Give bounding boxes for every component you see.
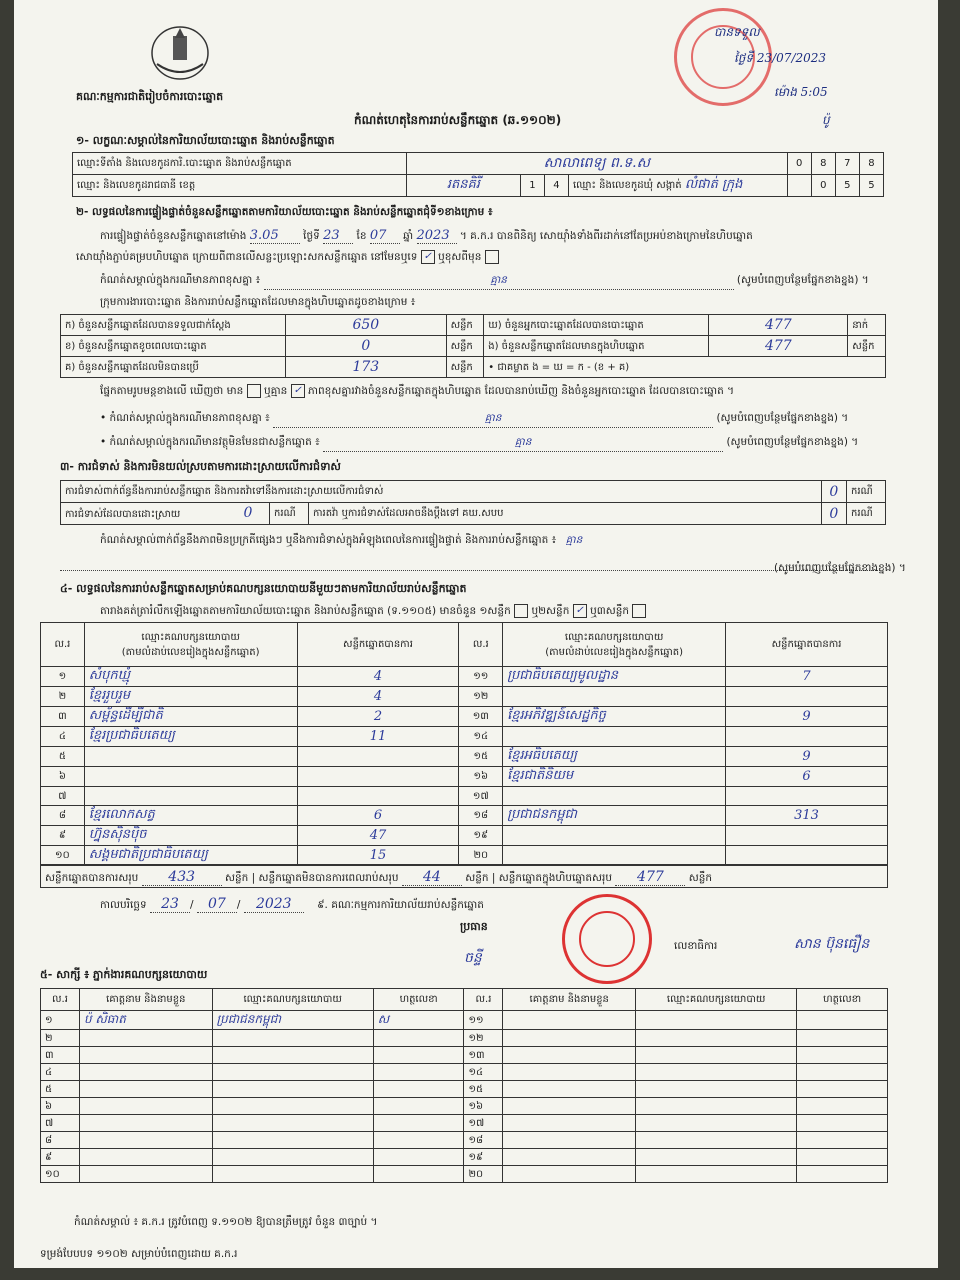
witness-name	[79, 1047, 212, 1064]
table-row	[41, 1098, 888, 1115]
left-no: ២	[41, 687, 85, 707]
witness-no-right: ១២	[464, 1030, 503, 1047]
location-table	[72, 152, 884, 197]
totals-row: សន្លឹកឆ្នោតបានការសរុប 433 សន្លឹក | សន្លឹកឆ្នោតមិនបានការពេលរាប់សរុប 44 សន្លឹក | សន្លឹកឆ្នោតក្នុងហិបឆ្នោតសរុប 477 សន្លឹក	[40, 864, 888, 888]
sheet2-checkbox[interactable]: ✓	[573, 604, 587, 618]
right-votes: 9	[726, 747, 888, 767]
witness-sign	[373, 1132, 464, 1149]
witness-sign-right	[797, 1047, 888, 1064]
witness-sign	[373, 1030, 464, 1047]
right-no: ១៥	[459, 747, 503, 767]
table-row	[41, 687, 888, 707]
witness-party	[212, 1047, 373, 1064]
day-value: 23	[323, 228, 353, 244]
left-party: សម្ព័ន្ធដើម្បីជាតិ	[84, 707, 297, 727]
table-row	[41, 806, 888, 826]
witness-no-right: ១៧	[464, 1115, 503, 1132]
witness-party	[212, 1030, 373, 1047]
section1-title: ១- លក្ខណៈសម្គាល់នៃការិយាល័យបោះឆ្នោត និងរាប់សន្លឹកឆ្នោត	[76, 134, 335, 147]
objection-dotted-line	[60, 558, 880, 571]
table-row	[41, 1149, 888, 1166]
commission-line: គណៈកម្មការជាតិរៀបចំការបោះឆ្នោត	[76, 90, 224, 103]
witness-no: ៨	[41, 1132, 80, 1149]
left-no: ៩	[41, 826, 85, 846]
stamp-received: បានទទួល	[714, 25, 760, 39]
changed-checkbox[interactable]	[485, 250, 499, 264]
stamp-initial: ប៉ូ	[822, 113, 830, 127]
witness-no-right: ១១	[464, 1011, 503, 1030]
ballots-in-box: 477	[709, 336, 848, 357]
witness-party	[212, 1149, 373, 1166]
emblem-icon	[149, 24, 211, 82]
witness-sign-right	[797, 1115, 888, 1132]
month-label: ខែ	[356, 230, 367, 242]
right-party: ខ្មែរអធិបតេយ្យ	[503, 747, 726, 767]
president-label: ប្រធាន	[460, 920, 488, 933]
table-row	[41, 1115, 888, 1132]
right-votes: 6	[726, 767, 888, 787]
location-code-2: 8	[811, 153, 835, 175]
witness-party-right	[636, 1081, 797, 1098]
objection-note-value: គ្មាន	[565, 534, 583, 546]
witness-party: ប្រជាជនកម្ពុជា	[212, 1011, 373, 1030]
president-name: ចន្ទី	[464, 950, 482, 966]
table-row	[41, 787, 888, 806]
left-votes: 4	[297, 687, 459, 707]
witness-party-right	[636, 1030, 797, 1047]
left-no: ៧	[41, 787, 85, 806]
left-votes: 2	[297, 707, 459, 727]
note-line-1: កំណត់សម្គាល់ក្នុងករណីមានភាពខុសគ្នា ៖ គ្មាន (សូមបំពេញបន្ថែមផ្នែកខាងខ្នង) ។	[100, 274, 900, 290]
left-votes	[297, 767, 459, 787]
table-row	[41, 707, 888, 727]
witness-no: ៣	[41, 1047, 80, 1064]
province-label: ឈ្មោះ និងលេខកូដរាជធានី ខេត្ត	[73, 175, 407, 197]
stamp-date: ថ្ងៃទី 23/07/2023	[734, 51, 827, 65]
count-table: ក) ចំនួនសន្លឹកឆ្នោតដែលបានទទួលជាក់ស្តែង 650 សន្លឹក ឃ) ចំនួនអ្នកបោះឆ្នោតដែលបានបោះឆ្នោត 477 នាក់ ខ) ចំនួនសន្លឹកឆ្នោតខូចពេលបោះឆ្នោត 0 សន្លឹក ង) ចំនួនសន្លឹកឆ្នោតដែលមានក្នុងហិបឆ្នោត 477 សន្លឹក គ) ចំនួនសន្លឹកឆ្នោតដែលមិនបានប្រើ 173 សន្លឹក • ជាគម្លាត ង = ឃ = ក - (ខ + គ)	[60, 314, 886, 378]
witness-name-right	[503, 1132, 636, 1149]
witness-sign	[373, 1064, 464, 1081]
province-code-1: 1	[520, 175, 544, 197]
note-line-2: • កំណត់សម្គាល់ក្នុងករណីមានភាពខុសគ្នា ៖ គ្មាន (សូមបំពេញបន្ថែមផ្នែកខាងខ្នង) ។	[100, 412, 900, 428]
results-intro: ក្រុមការងារបោះឆ្នោត និងការរាប់សន្លឹកឆ្នោតដែលមានក្នុងហិបឆ្នោតដូចខាងក្រោម ៖	[100, 296, 416, 308]
objections-count: 0	[821, 481, 846, 503]
witness-no-right: ១៤	[464, 1064, 503, 1081]
witness-sign-right	[797, 1064, 888, 1081]
right-votes	[726, 727, 888, 747]
witness-name-right	[503, 1098, 636, 1115]
left-no: ៨	[41, 806, 85, 826]
right-party: ខ្មែរជាតិនិយម	[503, 767, 726, 787]
witness-name-right	[503, 1149, 636, 1166]
commune-label: ឈ្មោះ និងលេខកូដឃុំ សង្កាត់	[573, 180, 682, 191]
location-code-4: 8	[859, 153, 883, 175]
stamp-time: ម៉ោង 5:05	[774, 85, 828, 99]
witness-no: ១	[41, 1011, 80, 1030]
table-row	[41, 1047, 888, 1064]
footer-note: កំណត់សម្គាល់ ៖ គ.ក.រ ត្រូវបំពេញ ទ.១១០២ ឱ្យបានត្រឹមត្រូវ ចំនួន ៣ច្បាប់ ។	[74, 1216, 378, 1228]
after-text: ។ គ.ក.រ បានពិនិត្យ សោយ៉ាំងទាំងពីរដាក់នៅតែប្រអប់ខាងក្រោមនៃហិបឆ្នោត	[459, 230, 753, 242]
table-row	[41, 767, 888, 787]
witness-party	[212, 1064, 373, 1081]
witness-name: ប៉ សិធាត	[79, 1011, 212, 1030]
location-code-1: 0	[787, 153, 811, 175]
no-diff-checkbox[interactable]: ✓	[291, 384, 305, 398]
sheet3-checkbox[interactable]	[632, 604, 646, 618]
witness-name-right	[503, 1064, 636, 1081]
witness-party-right	[636, 1047, 797, 1064]
left-votes: 11	[297, 727, 459, 747]
table-row	[41, 727, 888, 747]
table-row	[41, 1166, 888, 1183]
left-no: ១០	[41, 846, 85, 866]
left-no: ៣	[41, 707, 85, 727]
right-no: ២០	[459, 846, 503, 866]
left-votes: 6	[297, 806, 459, 826]
time-value: 3.05	[250, 228, 300, 244]
left-party: សំបុកឃ្មុំ	[84, 667, 297, 687]
witness-sign-right	[797, 1149, 888, 1166]
witness-no-right: ១៥	[464, 1081, 503, 1098]
note-value-1: គ្មាន	[264, 274, 734, 290]
witness-no: ៩	[41, 1149, 80, 1166]
left-party	[84, 747, 297, 767]
left-votes	[297, 747, 459, 767]
table-row	[41, 846, 888, 866]
witness-no: ៥	[41, 1081, 80, 1098]
left-votes: 4	[297, 667, 459, 687]
table-row	[41, 747, 888, 767]
right-party	[503, 787, 726, 806]
witness-sign	[373, 1081, 464, 1098]
left-no: ៥	[41, 747, 85, 767]
province-code-2: 4	[544, 175, 568, 197]
witness-no: ១០	[41, 1166, 80, 1183]
left-party: សង្គមជាតិប្រជាធិបតេយ្យ	[84, 846, 297, 866]
witness-sign	[373, 1047, 464, 1064]
right-votes	[726, 846, 888, 866]
party-results-table: ល.រ ឈ្មោះគណបក្សនយោបាយ (តាមលំដាប់លេខរៀងក្នុងសន្លឹកឆ្នោត) សន្លឹកឆ្នោតបានការ ល.រ ឈ្មោះគណបក្សនយោបាយ (តាមលំដាប់លេខរៀងក្នុងសន្លឹកឆ្នោត) សន្លឹកឆ្នោតបានការ ១ សំបុកឃ្មុំ 4 ១១ ប្រជាធិបតេយ្យមូលដ្ឋាន 7 ២ ខ្មែររួបរួម 4 ១២ ៣ សម្ព័ន្ធដើម្បីជាតិ 2 ១៣ ខ្មែរអភិវឌ្ឍន៍សេដ្ឋកិច្ច 9 ៤ ខ្មែរប្រជាធិបតេយ្យ 11 ១៤ ៥ ១៥ ខ្មែរអធិបតេយ្យ 9 ៦ ១៦ ខ្មែរជាតិនិយម 6 ៧ ១៧ ៨ ខ្មែរលោកសត្វ 6 ១៨ ប្រជាជនកម្ពុជា 313 ៩ ហ្វ៊ុនស៊ិនប៉ិច 47 ១៩ ១០ សង្គមជាតិប្រជាធិបតេយ្យ 15 ២០	[40, 622, 888, 866]
location-label: ឈ្មោះទីតាំង និងលេខកូដការិ.បោះឆ្នោត និងរាប់សន្លឹកឆ្នោត	[73, 153, 407, 175]
witness-no-right: ១៣	[464, 1047, 503, 1064]
table-row	[41, 667, 888, 687]
witness-name	[79, 1166, 212, 1183]
date-line: កាលបរិច្ឆេទ 23 / 07 / 2023 ៩. គណៈកម្មការការិយាល័យរាប់សន្លឹកឆ្នោត	[100, 896, 484, 912]
witness-party-right	[636, 1149, 797, 1166]
witness-party	[212, 1115, 373, 1132]
witness-name-right	[503, 1030, 636, 1047]
objection-fill-hint: (សូមបំពេញបន្ថែមផ្នែកខាងខ្នង) ។	[774, 562, 906, 574]
left-votes: 15	[297, 846, 459, 866]
day-label: ថ្ងៃទី	[303, 230, 320, 242]
sheet1-checkbox[interactable]	[514, 604, 528, 618]
right-party: ប្រជាធិបតេយ្យមូលដ្ឋាន	[503, 667, 726, 687]
section4-title: ៤- លទ្ធផលនៃការរាប់សន្លឹកឆ្នោតសម្រាប់គណបក្សនយោបាយនីមួយៗតាមការិយាល័យរាប់សន្លឹកឆ្នោត	[60, 582, 467, 595]
right-no: ១៦	[459, 767, 503, 787]
witness-name	[79, 1132, 212, 1149]
right-no: ១១	[459, 667, 503, 687]
unused-ballots: 173	[286, 357, 446, 378]
sign-month: 07	[197, 896, 237, 913]
box-total: 477	[615, 869, 685, 886]
right-no: ១៤	[459, 727, 503, 747]
witness-party-right	[636, 1098, 797, 1115]
witness-no: ៧	[41, 1115, 80, 1132]
appeals-count: 0	[821, 503, 846, 525]
witness-sign	[373, 1115, 464, 1132]
objection-table: ការជំទាស់ពាក់ព័ន្ធនឹងការរាប់សន្លឹកឆ្នោត និងការតវ៉ាទៅនឹងការដោះស្រាយលើការជំទាស់ 0 ករណី ការជំទាស់ដែលបានដោះស្រាយ 0 ករណី ការតវ៉ា ឬការជំទាស់ដែលអាចនឹងប្តឹងទៅ គឃ.សបប 0 ករណី	[60, 480, 886, 525]
left-no: ៤	[41, 727, 85, 747]
witness-party	[212, 1098, 373, 1115]
year-value: 2023	[417, 228, 457, 244]
right-votes: 7	[726, 667, 888, 687]
official-stamp	[562, 894, 652, 984]
witness-sign-right	[797, 1030, 888, 1047]
right-party: ប្រជាជនកម្ពុជា	[503, 806, 726, 826]
time-text: ការផ្ទៀងផ្ទាត់ចំនួនសន្លឹកឆ្នោតនៅម៉ោង	[100, 230, 247, 242]
note-value-2: គ្មាន	[273, 412, 713, 428]
witness-party-right	[636, 1115, 797, 1132]
section2-title: ២- លទ្ធផលនៃការផ្ទៀងផ្ទាត់ចំនួនសន្លឹកឆ្នោតតាមការិយាល័យបោះឆ្នោត និងរាប់សន្លឹកឆ្នោតជុំទី១ខាងក្រោម ៖	[76, 206, 493, 218]
left-no: ៦	[41, 767, 85, 787]
yes-checkbox[interactable]: ✓	[421, 250, 435, 264]
right-votes	[726, 687, 888, 707]
seal-line: សោយ៉ាំងភ្ជាប់គម្របហិបឆ្នោត ក្រោយពីពានលើសន្លះប្រឡោះសកសន្លឹកឆ្នោត នៅមែនឬទេ ✓ ឬខុសពីមុន	[76, 250, 499, 266]
witness-sign-right	[797, 1132, 888, 1149]
spoiled-ballots: 0	[286, 336, 446, 357]
left-party: ខ្មែរប្រជាធិបតេយ្យ	[84, 727, 297, 747]
sign-year: 2023	[244, 896, 304, 913]
table-row	[41, 1064, 888, 1081]
right-no: ១២	[459, 687, 503, 707]
witness-name	[79, 1149, 212, 1166]
left-no: ១	[41, 667, 85, 687]
secretary-name: សាន ប៊ុនធឿន	[794, 936, 870, 952]
right-party	[503, 826, 726, 846]
witness-sign	[373, 1098, 464, 1115]
left-party: ខ្មែរលោកសត្វ	[84, 806, 297, 826]
witness-sign	[373, 1166, 464, 1183]
has-diff-checkbox[interactable]	[247, 384, 261, 398]
witness-name	[79, 1115, 212, 1132]
right-party	[503, 687, 726, 707]
witness-name	[79, 1098, 212, 1115]
right-no: ១៨	[459, 806, 503, 826]
witness-party-right	[636, 1132, 797, 1149]
witness-party	[212, 1132, 373, 1149]
left-votes	[297, 787, 459, 806]
left-party: ហ្វ៊ុនស៊ិនប៉ិច	[84, 826, 297, 846]
invalid-total: 44	[402, 869, 462, 886]
witness-no-right: ២០	[464, 1166, 503, 1183]
right-votes	[726, 787, 888, 806]
witness-name-right	[503, 1047, 636, 1064]
right-votes: 9	[726, 707, 888, 727]
table-row	[41, 1030, 888, 1047]
witness-party	[212, 1081, 373, 1098]
form-title: កំណត់ហេតុនៃការរាប់សន្លឹកឆ្នោត (ឆ.១១០២)	[354, 113, 562, 127]
ballot-count-form	[14, 0, 938, 1268]
witness-name-right	[503, 1166, 636, 1183]
objection-note: កំណត់សម្គាល់ពាក់ព័ន្ធនឹងភាពមិនប្រក្រតីផ្សេងៗ ឬនឹងការជំទាស់ក្នុងអំឡុងពេលនៃការផ្ទៀងផ្ទាត់ និងការរាប់សន្លឹកឆ្នោត ៖ គ្មាន	[100, 534, 583, 546]
voters-count: 477	[709, 315, 848, 336]
location-value: សាលាពេទ្យ ព.ទ.ស	[406, 153, 787, 175]
right-no: ១៧	[459, 787, 503, 806]
table-row	[41, 1081, 888, 1098]
witness-no-right: ១៨	[464, 1132, 503, 1149]
location-code-3: 7	[835, 153, 859, 175]
witness-name	[79, 1081, 212, 1098]
witness-name-right	[503, 1081, 636, 1098]
received-ballots: 650	[286, 315, 446, 336]
form-ref: ទម្រង់បែបបទ ១១០២ សម្រាប់បំពេញដោយ គ.ក.រ	[40, 1248, 238, 1260]
witness-table: ល.រ គោត្តនាម និងនាមខ្លួន ឈ្មោះគណបក្សនយោបាយ ហត្ថលេខា ល.រ គោត្តនាម និងនាមខ្លួន ឈ្មោះគណបក្សនយោបាយ ហត្ថលេខា ១ ប៉ សិធាត ប្រជាជនកម្ពុជា ស ១១ ២ ១២ ៣ ១៣ ៤ ១៤ ៥ ១៥ ៦ ១៦ ៧ ១៧ ៨ ១៨ ៩ ១៩ ១០ ២០	[40, 988, 888, 1183]
valid-total: 433	[142, 869, 222, 886]
witness-party-right	[636, 1064, 797, 1081]
left-party	[84, 767, 297, 787]
secretary-label: លេខាធិការ	[674, 940, 718, 952]
witness-sign-right	[797, 1081, 888, 1098]
witness-sign: ស	[373, 1011, 464, 1030]
right-no: ១៣	[459, 707, 503, 727]
left-votes: 47	[297, 826, 459, 846]
witness-sign-right	[797, 1098, 888, 1115]
witness-no-right: ១៦	[464, 1098, 503, 1115]
witness-sign-right	[797, 1166, 888, 1183]
commune-code-1: 0	[811, 175, 835, 197]
witness-no: ៤	[41, 1064, 80, 1081]
witness-sign	[373, 1149, 464, 1166]
witness-no: ២	[41, 1030, 80, 1047]
section4-intro: តារាងគត់ត្រារំលឹកឡើងឆ្នោតតាមការិយាល័យបោះឆ្នោត និងរាប់សន្លឹកឆ្នោត (ទ.១១០៥) មានចំនួន ១សន្លឹក ឬ២សន្លឹក ✓ ឬ៣សន្លឹក	[100, 604, 920, 620]
right-party: ខ្មែរអភិវឌ្ឍន៍សេដ្ឋកិច្ច	[503, 707, 726, 727]
witness-name	[79, 1064, 212, 1081]
witness-sign-right	[797, 1011, 888, 1030]
right-no: ១៩	[459, 826, 503, 846]
witness-name	[79, 1030, 212, 1047]
resolved-count: 0	[243, 505, 253, 521]
witness-party-right	[636, 1166, 797, 1183]
commune-code-2: 5	[835, 175, 859, 197]
table-row	[41, 826, 888, 846]
right-votes: 313	[726, 806, 888, 826]
witness-no: ៦	[41, 1098, 80, 1115]
province-value: រតនគិរី	[406, 175, 520, 197]
note-line-3: • កំណត់សម្គាល់ក្នុងករណីមានវត្ថុមិនមែនជាសន្លឹកឆ្នោត ៖ គ្មាន (សូមបំពេញបន្ថែមផ្នែកខាងខ្នង) ។	[100, 436, 900, 452]
year-label: ឆ្នាំ	[403, 230, 414, 242]
verification-time-line	[100, 228, 900, 245]
witness-party-right	[636, 1011, 797, 1030]
witness-no-right: ១៩	[464, 1149, 503, 1166]
commune-code-3: 5	[859, 175, 883, 197]
right-votes	[726, 826, 888, 846]
right-party	[503, 727, 726, 747]
month-value: 07	[370, 228, 400, 244]
witness-name-right	[503, 1115, 636, 1132]
left-party	[84, 787, 297, 806]
diff-line: ផ្នែកតាមរូបមន្តខាងលើ ឃើញថា មាន ឬគ្មាន ✓ ភាពខុសគ្នារវាងចំនួនសន្លឹកឆ្នោតក្នុងហិបឆ្នោត ដែលបានរាប់ឃើញ និងចំនួនអ្នកបោះឆ្នោត ដែលបានបោះឆ្នោត ។	[100, 385, 735, 397]
witness-party	[212, 1166, 373, 1183]
commune-value: លំផាត់ ក្រុង	[684, 177, 743, 192]
section5-title: ៥- សាក្សី ៖ ភ្នាក់ងារគណបក្សនយោបាយ	[40, 968, 208, 981]
sign-day: 23	[150, 896, 190, 913]
left-party: ខ្មែររួបរួម	[84, 687, 297, 707]
right-party	[503, 846, 726, 866]
table-row	[41, 1011, 888, 1030]
table-row	[41, 1132, 888, 1149]
note-value-3: គ្មាន	[323, 436, 723, 452]
witness-name-right	[503, 1011, 636, 1030]
section3-title: ៣- ការជំទាស់ និងការមិនយល់ស្របតាមការដោះស្រាយលើការជំទាស់	[60, 460, 341, 473]
